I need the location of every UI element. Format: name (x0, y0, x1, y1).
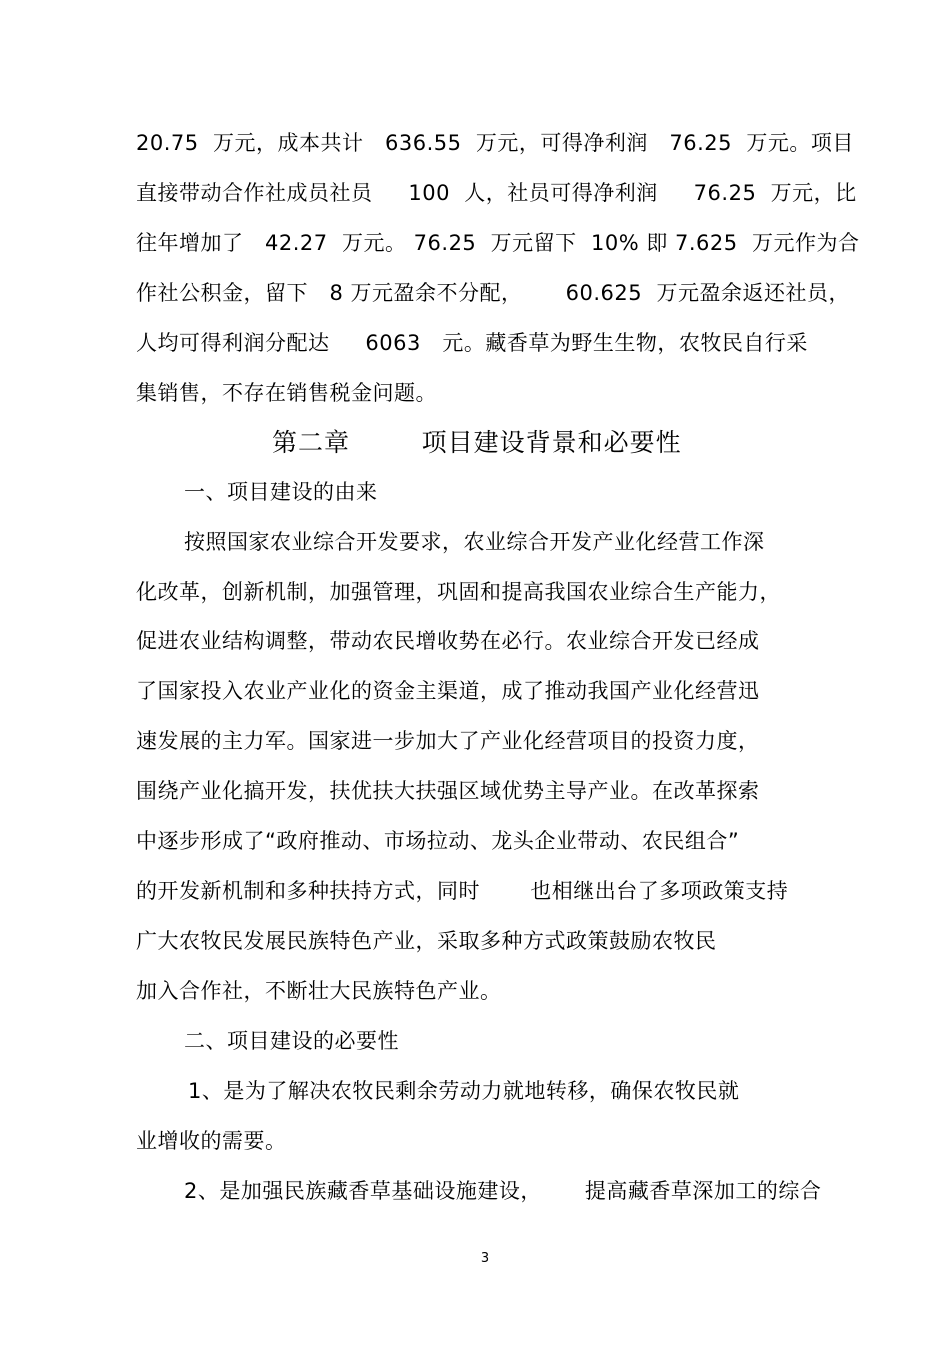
paragraph-line: 速发展的主力军。国家进一步加大了产业化经营项目的投资力度， (136, 729, 760, 753)
paragraph-line: 往年增加了 42.27 万元。 76.25 万元留下 10% 即 7.625 万元作为合 (136, 231, 860, 255)
paragraph-line: 直接带动合作社成员社员 100 人，社员可得净利润 76.25 万元，比 (136, 181, 857, 205)
chapter-heading: 第二章 项目建设背景和必要性 (272, 428, 682, 457)
page-number: 3 (480, 1251, 490, 1266)
paragraph-line: 业增收的需要。 (136, 1129, 287, 1153)
paragraph-line: 广大农牧民发展民族特色产业，采取多种方式政策鼓励农牧民 (136, 929, 717, 953)
section-title: 二、项目建设的必要性 (184, 1029, 399, 1053)
paragraph-line: 了国家投入农业产业化的资金主渠道，成了推动我国产业化经营迅 (136, 679, 760, 703)
paragraph-line: 集销售，不存在销售税金问题。 (136, 381, 437, 405)
paragraph-line: 人均可得利润分配达 6063 元。藏香草为野生生物，农牧民自行采 (136, 331, 808, 355)
paragraph-line: 围绕产业化搞开发，扶优扶大扶强区域优势主导产业。在改革探索 (136, 779, 760, 803)
paragraph-line: 20.75 万元，成本共计 636.55 万元，可得净利润 76.25 万元。项目 (136, 131, 854, 155)
paragraph-line: 化改革，创新机制，加强管理，巩固和提高我国农业综合生产能力， (136, 580, 781, 604)
paragraph-line: 促进农业结构调整，带动农民增收势在必行。农业综合开发已经成 (136, 629, 760, 653)
paragraph-line: 中逐步形成了“政府推动、市场拉动、龙头企业带动、农民组合” (136, 829, 740, 853)
paragraph-line: 加入合作社，不断壮大民族特色产业。 (136, 979, 502, 1003)
paragraph-line: 按照国家农业综合开发要求，农业综合开发产业化经营工作深 (184, 530, 765, 554)
paragraph-line: 2、是加强民族藏香草基础设施建设， 提高藏香草深加工的综合 (184, 1179, 822, 1203)
paragraph-line: 的开发新机制和多种扶持方式，同时 也相继出台了多项政策支持 (136, 879, 789, 903)
paragraph-line: 作社公积金，留下 8 万元盈余不分配， 60.625 万元盈余返还社员， (136, 281, 850, 305)
section-title: 一、项目建设的由来 (184, 480, 378, 504)
paragraph-line: 1、是为了解决农牧民剩余劳动力就地转移，确保农牧民就 (188, 1079, 740, 1103)
